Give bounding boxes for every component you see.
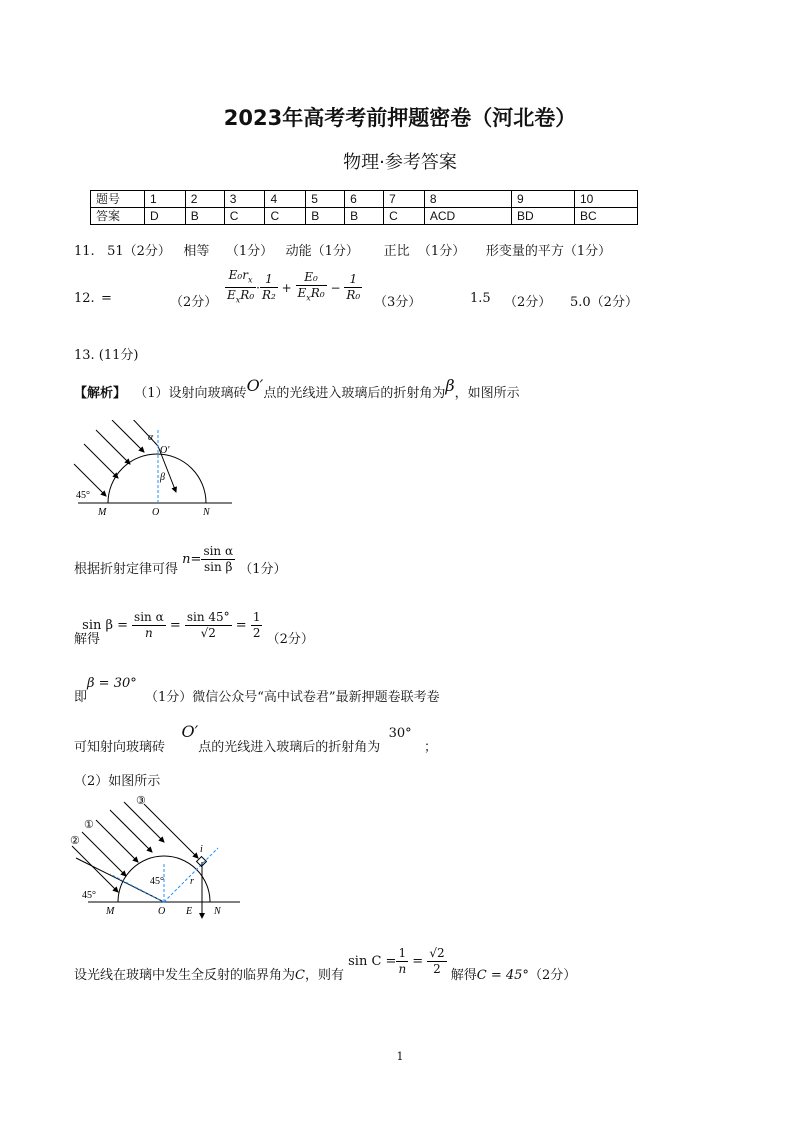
- table-cell: C: [265, 208, 306, 225]
- fig2-label: 45°: [150, 876, 164, 887]
- fig2-label: i: [200, 844, 203, 855]
- table-cell: 2: [185, 191, 224, 208]
- q12-formula: $\frac{E_0r_x}{E_xR_0}$ · $\frac{1}{\text{R₂}}$ + $\frac{\text{E₀}}{E_xR_0}$ − $\frac{1}{\text{R₀}}$: [225, 268, 362, 308]
- refraction-diagram-1: [70, 420, 240, 520]
- q12-value: 5.0（2分）: [570, 295, 638, 310]
- page-number: 1: [396, 1050, 404, 1063]
- q11-line: [74, 240, 611, 259]
- fig2-label: O: [158, 906, 166, 917]
- refraction-diagram-2: [68, 792, 248, 927]
- fig1-label: α: [148, 432, 154, 443]
- incident-ray: [124, 802, 164, 842]
- q12-value: 1.5: [470, 291, 491, 306]
- incident-ray: [84, 444, 118, 478]
- result-line: 即β = 30° （1分）微信公众号“高中试卷君”最新押题卷联考卷: [74, 676, 440, 705]
- table-cell: 3: [224, 191, 265, 208]
- answer-table: [90, 190, 638, 225]
- fig1-label: N: [203, 507, 210, 518]
- fig2-label: N: [214, 906, 221, 917]
- symbol: β: [445, 376, 455, 395]
- fig2-label: E: [186, 906, 193, 917]
- symbol: O′: [246, 376, 264, 395]
- fig1-label: β: [160, 472, 165, 483]
- incident-ray: [96, 820, 138, 862]
- table-cell: ACD: [424, 208, 511, 225]
- q11-part: 相等: [183, 244, 210, 259]
- fraction: $\frac{\text{E₀}}{E_xR_0}$: [297, 270, 325, 303]
- fraction: $\frac{\text{sin α}}{n}$: [134, 610, 164, 640]
- fraction: $\frac{E_0r_x}{E_xR_0}$: [227, 268, 255, 305]
- table-cell: 4: [265, 191, 306, 208]
- fig2-label: ②: [70, 835, 80, 847]
- table-cell: 10: [574, 191, 637, 208]
- q12-equals: =: [101, 291, 112, 306]
- table-cell: 9: [511, 191, 574, 208]
- table-cell: BD: [511, 208, 574, 225]
- fraction: $\frac{1}{\text{R₀}}$: [346, 272, 361, 303]
- table-cell: B: [306, 208, 345, 225]
- fraction: $\frac{\sin 45^\circ}{√2}$: [186, 610, 230, 640]
- fig1-label: O′: [160, 445, 170, 456]
- fig1-label: 45°: [76, 490, 90, 501]
- page-subtitle: 物理·参考答案: [343, 152, 457, 173]
- know-line: 可知射向玻璃砖 O′点的光线进入玻璃后的折射角为 30° ；: [74, 722, 438, 755]
- q13-para1: 【解析】 （1）设射向玻璃砖O′点的光线进入玻璃后的折射角为β，如图所示: [74, 376, 520, 401]
- solve-line: 解得 sin β = $\frac{\text{sin α}}{n}$ = $\frac{\sin 45^\circ}{√2}$ = $\frac{1}{2}$ （2分）: [74, 610, 314, 647]
- table-cell: 1: [145, 191, 186, 208]
- part2-label: （2）如图所示: [74, 774, 161, 789]
- table-cell: B: [345, 208, 384, 225]
- q13-heading: 13. (11分): [74, 348, 139, 363]
- table-cell: D: [145, 208, 186, 225]
- q11-part: （1分）: [417, 244, 466, 259]
- fig2-label: ①: [84, 819, 94, 831]
- table-cell: C: [224, 208, 265, 225]
- q12-number: 12.: [74, 291, 95, 306]
- q11-number: 11.: [74, 244, 95, 259]
- q11-part: 51（2分）: [107, 244, 171, 259]
- incident-ray: [110, 810, 152, 852]
- incident-ray: [72, 846, 118, 892]
- q11-part: 正比: [383, 244, 410, 259]
- fig2-label: M: [106, 906, 115, 917]
- table-cell: 6: [345, 191, 384, 208]
- fig2-label: 45°: [82, 890, 96, 901]
- incident-ray: [82, 832, 126, 876]
- q12-score: （2分）: [504, 295, 552, 310]
- semicircle: [108, 454, 206, 503]
- table-row: [91, 191, 638, 208]
- fraction: $\frac{\text{sin α}}{\text{sin β}}$: [203, 544, 234, 574]
- fig2-label: r: [190, 876, 194, 887]
- incident-ray: [112, 420, 144, 452]
- row-label: 答案: [91, 208, 145, 225]
- normal-line: [164, 848, 218, 902]
- fig1-label: O: [152, 507, 160, 518]
- page-title: 2023年高考考前押题密卷（河北卷）: [223, 106, 577, 130]
- q12-score: （2分）: [170, 295, 218, 310]
- q11-part: （1分）: [225, 244, 274, 259]
- table-row: [91, 208, 638, 225]
- law-line: 根据折射定律可得 n= $\frac{\text{sin α}}{\text{sin β}}$ （1分）: [74, 544, 287, 577]
- fraction: $\frac{1}{n}$: [398, 946, 407, 976]
- q11-part: 形变量的平方（1分）: [485, 244, 612, 259]
- q12-score: （3分）: [374, 295, 422, 310]
- incident-ray: [144, 804, 198, 858]
- fraction: $\frac{1}{2}$: [252, 610, 261, 640]
- table-cell: BC: [574, 208, 637, 225]
- fig1-label: M: [98, 507, 107, 518]
- table-cell: 8: [424, 191, 511, 208]
- table-cell: C: [384, 208, 425, 225]
- critical-angle-line: 设光线在玻璃中发生全反射的临界角为C，则有 sin C = $\frac{1}{n}$ = $\frac{√2}{2}$ 解得C = 45°（2分）: [74, 946, 577, 983]
- q11-part: 动能（1分）: [285, 244, 359, 259]
- fig2-label: ③: [136, 795, 146, 807]
- table-cell: 5: [306, 191, 345, 208]
- row-label: 题号: [91, 191, 145, 208]
- analysis-label: 【解析】: [74, 386, 127, 401]
- table-cell: B: [185, 208, 224, 225]
- fraction: $\frac{1}{\text{R₂}}$: [261, 272, 276, 303]
- incident-ray: [96, 430, 130, 464]
- table-cell: 7: [384, 191, 425, 208]
- fraction: $\frac{√2}{2}$: [429, 946, 445, 976]
